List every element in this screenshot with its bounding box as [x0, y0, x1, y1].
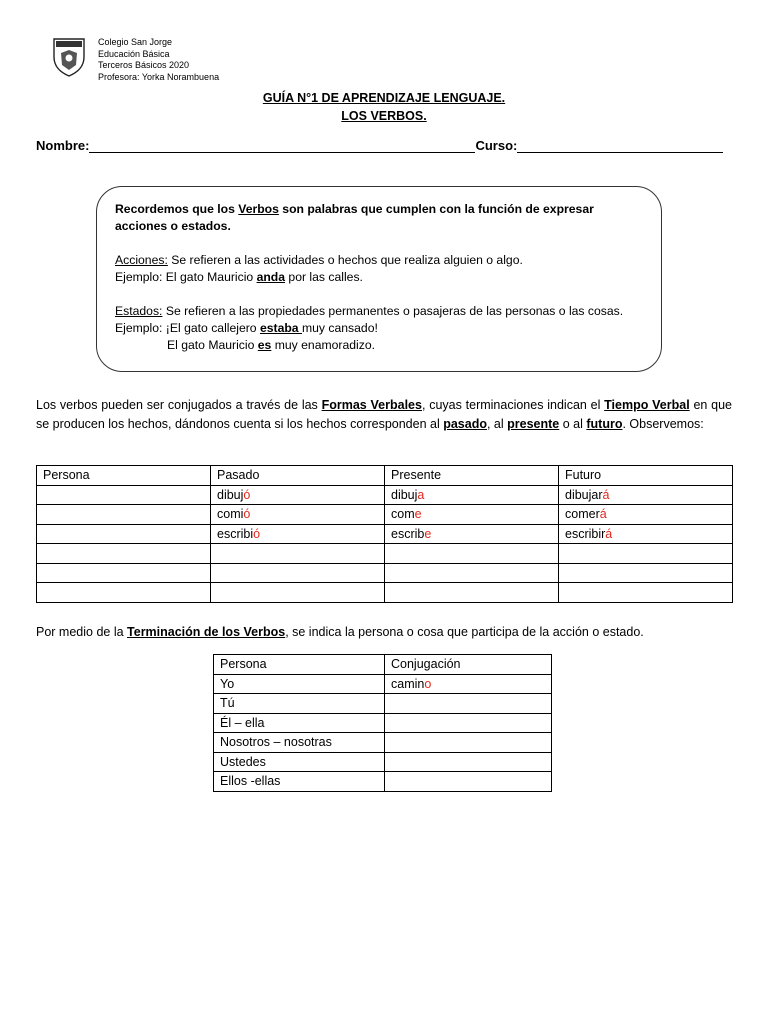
- table-cell[interactable]: [385, 752, 552, 772]
- person-conjugation-table: [213, 654, 552, 792]
- table-cell[interactable]: [385, 485, 559, 505]
- table-cell[interactable]: [385, 563, 559, 583]
- word-ending: e: [424, 526, 432, 541]
- page-title: GUÍA N°1 DE APRENDIZAJE LENGUAJE.: [262, 91, 506, 105]
- box-example-2: Ejemplo: ¡El gato callejero estaba muy cansado!: [115, 321, 378, 335]
- column-header: Presente: [385, 466, 559, 486]
- table-cell[interactable]: [37, 524, 211, 544]
- table-cell[interactable]: [559, 485, 733, 505]
- table-cell[interactable]: [559, 505, 733, 525]
- table-cell[interactable]: [37, 544, 211, 564]
- word-stem: escribir: [565, 526, 606, 541]
- word-stem: Ustedes: [220, 754, 266, 769]
- course-line[interactable]: [517, 139, 723, 153]
- paragraph-verb-endings: Por medio de la Terminación de los Verbos, se indica la persona o cosa que participa de la acción o estado.: [36, 625, 644, 639]
- table-row: [214, 772, 552, 792]
- word-stem: escrib: [391, 526, 425, 541]
- table-cell[interactable]: [559, 563, 733, 583]
- table-cell[interactable]: [385, 583, 559, 603]
- word-stem: escribi: [217, 526, 254, 541]
- table-cell[interactable]: [37, 583, 211, 603]
- table-cell[interactable]: [385, 733, 552, 753]
- column-header: Conjugación: [385, 655, 552, 675]
- school-crest-icon: [52, 37, 86, 77]
- word-stem: comer: [565, 507, 600, 522]
- paragraph-verb-forms: Los verbos pueden ser conjugados a través de las Formas Verbales, cuyas terminaciones indican el Tiempo Verbal en que se producen los hechos, dándonos cuenta si los hechos corresponden al pasado, al presente o al futuro. Observemos:: [36, 398, 732, 431]
- table-cell[interactable]: [214, 752, 385, 772]
- word-stem: dibujar: [565, 487, 603, 502]
- column-header: Persona: [214, 655, 385, 675]
- school-info: [98, 37, 219, 83]
- word-ending: ó: [253, 526, 261, 541]
- table-cell[interactable]: [385, 694, 552, 714]
- word-ending: ó: [243, 487, 251, 502]
- box-acciones: Acciones: Se refieren a las actividades o hechos que realiza alguien o algo.: [115, 253, 523, 267]
- table-cell[interactable]: [211, 544, 385, 564]
- table-cell[interactable]: [214, 674, 385, 694]
- word-ending: á: [605, 526, 613, 541]
- table-row: [37, 544, 733, 564]
- word-stem: Ellos -ellas: [220, 774, 281, 789]
- table-cell[interactable]: [211, 524, 385, 544]
- name-line[interactable]: [89, 139, 475, 153]
- table-row: [214, 752, 552, 772]
- table-row: [214, 674, 552, 694]
- word-ending: e: [414, 507, 422, 522]
- table-cell[interactable]: [37, 505, 211, 525]
- table-row: [214, 694, 552, 714]
- table-cell[interactable]: [385, 713, 552, 733]
- word-ending: ó: [243, 507, 251, 522]
- table-row: [214, 733, 552, 753]
- reminder-box: [96, 186, 662, 372]
- school-level: Educación Básica: [98, 48, 170, 59]
- table-cell[interactable]: [211, 583, 385, 603]
- table-row: [37, 505, 733, 525]
- table-cell[interactable]: [211, 505, 385, 525]
- table-cell[interactable]: [385, 524, 559, 544]
- table-row: [37, 583, 733, 603]
- table-cell[interactable]: [37, 563, 211, 583]
- table-cell[interactable]: [559, 524, 733, 544]
- table-row: [37, 524, 733, 544]
- course-label: Curso:: [475, 138, 518, 153]
- table-cell[interactable]: [385, 505, 559, 525]
- table-cell[interactable]: [211, 485, 385, 505]
- word-stem: Tú: [220, 696, 235, 711]
- table-cell[interactable]: [214, 733, 385, 753]
- table-cell[interactable]: [559, 583, 733, 603]
- student-fields: [36, 138, 723, 153]
- word-stem: com: [391, 507, 415, 522]
- word-ending: o: [424, 676, 432, 691]
- school-name: Colegio San Jorge: [98, 37, 173, 47]
- verb-tenses-table: [36, 465, 733, 603]
- word-stem: Él – ella: [220, 715, 265, 730]
- word-stem: camin: [391, 676, 425, 691]
- table-header-row: [214, 655, 552, 675]
- box-estados: Estados: Se refieren a las propiedades permanentes o pasajeras de las personas o las cosas.: [115, 304, 624, 318]
- column-header: Pasado: [211, 466, 385, 486]
- word-stem: dibuj: [391, 487, 418, 502]
- word-stem: Yo: [220, 676, 235, 691]
- box-example-1: Ejemplo: El gato Mauricio anda por las calles.: [115, 270, 363, 284]
- table-cell[interactable]: [559, 544, 733, 564]
- word-stem: comi: [217, 507, 244, 522]
- word-ending: á: [602, 487, 610, 502]
- page-subtitle: LOS VERBOS.: [341, 109, 427, 123]
- word-stem: dibuj: [217, 487, 244, 502]
- column-header: Persona: [37, 466, 211, 486]
- table-cell[interactable]: [385, 544, 559, 564]
- table-cell[interactable]: [214, 713, 385, 733]
- table-cell[interactable]: [211, 563, 385, 583]
- table-cell[interactable]: [37, 485, 211, 505]
- table-cell[interactable]: [385, 772, 552, 792]
- table-header-row: [37, 466, 733, 486]
- table-cell[interactable]: [385, 674, 552, 694]
- school-grade: Terceros Básicos 2020: [98, 60, 190, 70]
- table-row: [37, 485, 733, 505]
- table-cell[interactable]: [214, 772, 385, 792]
- table-row: [37, 563, 733, 583]
- teacher-name: Profesora: Yorka Norambuena: [98, 71, 220, 82]
- box-intro: Recordemos que los Verbos son palabras que cumplen con la función de expresar acciones o estados.: [115, 202, 594, 233]
- table-row: [214, 713, 552, 733]
- box-example-3: El gato Mauricio es muy enamoradizo.: [167, 338, 375, 352]
- column-header: Futuro: [559, 466, 733, 486]
- table-cell[interactable]: [214, 694, 385, 714]
- word-ending: á: [599, 507, 607, 522]
- word-stem: Nosotros – nosotras: [220, 735, 332, 750]
- name-label: Nombre:: [36, 138, 90, 153]
- word-ending: a: [417, 487, 425, 502]
